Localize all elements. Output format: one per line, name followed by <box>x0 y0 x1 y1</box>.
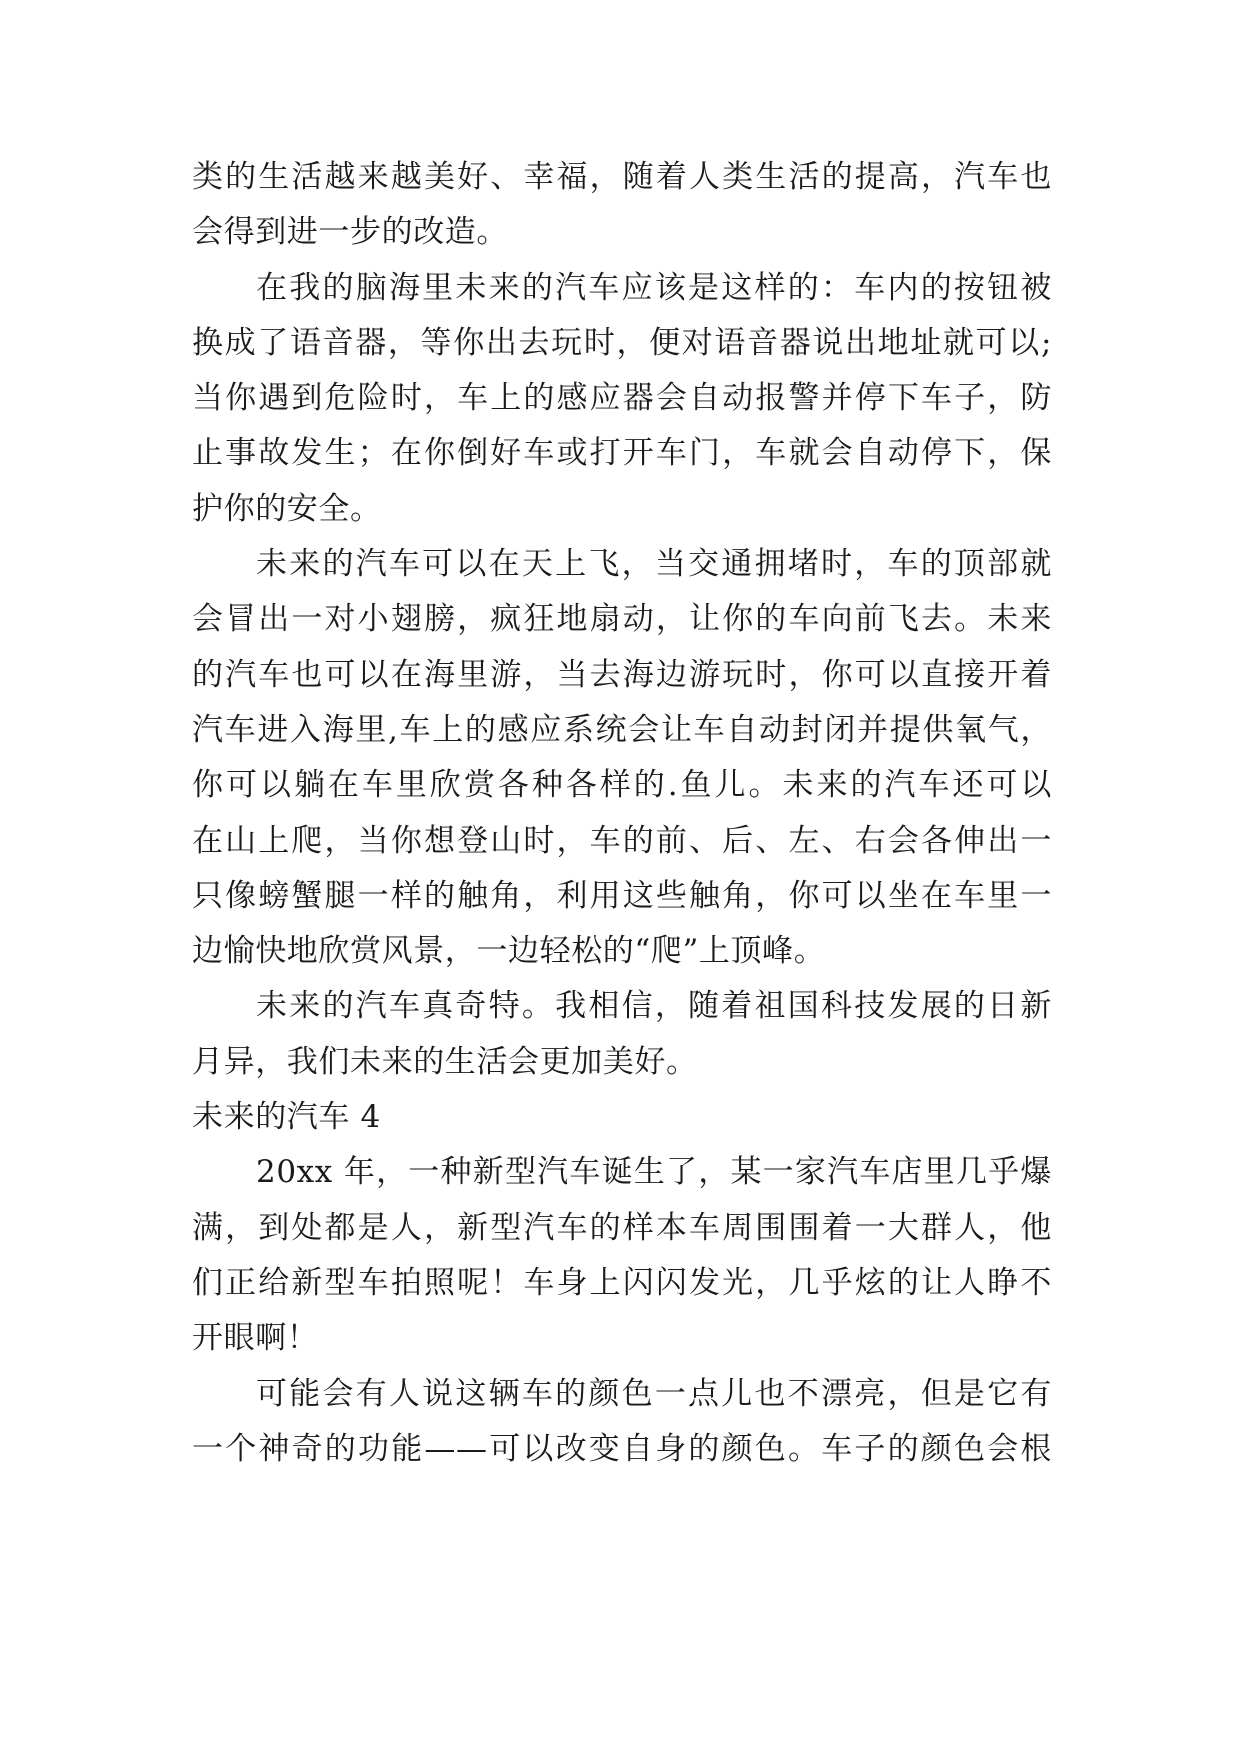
text-line: 的汽车也可以在海里游，当去海边游玩时，你可以直接开着 <box>192 656 1052 693</box>
text-line: 你可以躺在车里欣赏各种各样的.鱼儿。未来的汽车还可以 <box>192 767 1052 804</box>
paragraph-6 <box>192 1367 1052 1478</box>
text-line: 护你的安全。 <box>192 490 382 527</box>
text-line: 汽车进入海里,车上的感应系统会让车自动封闭并提供氧气， <box>192 711 1052 748</box>
document-page <box>192 150 1052 1477</box>
text-line: 20xx 年，一种新型汽车诞生了，某一家汽车店里几乎爆 <box>256 1154 1052 1191</box>
section-heading: 未来的汽车 4 <box>192 1099 381 1136</box>
text-line: 边愉快地欣赏风景，一边轻松的“爬”上顶峰。 <box>192 933 826 970</box>
text-line: 未来的汽车可以在天上飞，当交通拥堵时，车的顶部就 <box>256 546 1052 583</box>
text-line: 类的生活越来越美好、幸福，随着人类生活的提高，汽车也 <box>192 159 1052 195</box>
paragraph-2 <box>192 261 1052 537</box>
text-line: 换成了语音器，等你出去玩时，便对语音器说出地址就可以; <box>192 324 1052 361</box>
text-line: 当你遇到危险时，车上的感应器会自动报警并停下车子，防 <box>192 380 1052 417</box>
text-line: 止事故发生；在你倒好车或打开车门，车就会自动停下，保 <box>192 435 1052 472</box>
text-line: 开眼啊！ <box>192 1320 319 1357</box>
text-line: 可能会有人说这辆车的颜色一点儿也不漂亮，但是它有 <box>256 1375 1052 1412</box>
text-line: 在山上爬，当你想登山时，车的前、后、左、右会各伸出一 <box>192 822 1052 859</box>
text-line: 们正给新型车拍照呢！车身上闪闪发光，几乎炫的让人睁不 <box>192 1264 1052 1301</box>
text-line: 在我的脑海里未来的汽车应该是这样的：车内的按钮被 <box>256 269 1052 306</box>
paragraph-5 <box>192 1145 1052 1366</box>
text-line: 会得到进一步的改造。 <box>192 214 508 251</box>
text-line: 满，到处都是人，新型汽车的样本车周围围着一大群人，他 <box>192 1209 1052 1246</box>
text-line: 月异，我们未来的生活会更加美好。 <box>192 1043 698 1080</box>
text-line: 未来的汽车真奇特。我相信，随着祖国科技发展的日新 <box>256 988 1052 1025</box>
paragraph-1 <box>192 150 1052 261</box>
text-line: 只像螃蟹腿一样的触角，利用这些触角，你可以坐在车里一 <box>192 877 1052 914</box>
paragraph-3 <box>192 537 1052 979</box>
text-line: 会冒出一对小翅膀，疯狂地扇动，让你的车向前飞去。未来 <box>192 601 1052 638</box>
paragraph-4 <box>192 979 1052 1090</box>
text-line: 一个神奇的功能——可以改变自身的颜色。车子的颜色会根 <box>192 1430 1052 1467</box>
